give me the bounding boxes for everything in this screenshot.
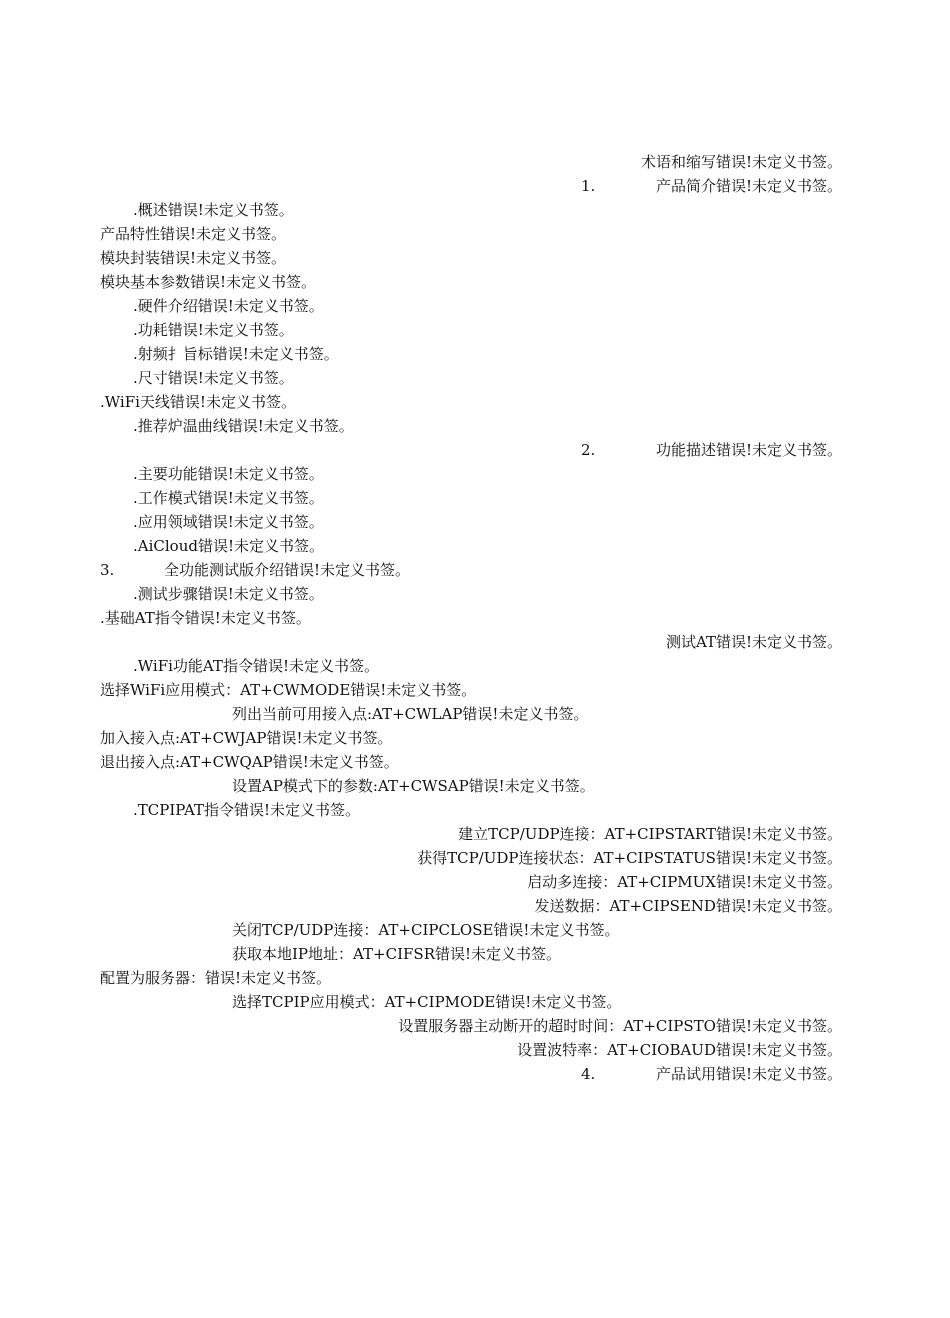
toc-item[interactable]: .推荐炉温曲线错误!未定义书签。 — [133, 417, 354, 435]
toc-item[interactable]: .基础AT指令错误!未定义书签。 — [100, 609, 311, 627]
toc-item[interactable]: .测试步骤错误!未定义书签。 — [133, 585, 324, 603]
toc-item[interactable]: 关闭TCP/UDP连接：AT+CIPCLOSE错误!未定义书签。 — [232, 921, 620, 939]
toc-item[interactable]: 测试AT错误!未定义书签。 — [665, 633, 842, 651]
toc-section-number: 3. — [100, 561, 115, 579]
toc-item[interactable]: .硬件介绍错误!未定义书签。 — [133, 297, 324, 315]
toc-section-title: 产品简介错误!未定义书签。 — [655, 177, 842, 195]
toc-section-title: 全功能测试版介绍错误!未定义书签。 — [164, 561, 411, 579]
toc-item[interactable]: 选择WiFi应用模式：AT+CWMODE错误!未定义书签。 — [100, 681, 477, 699]
toc-item[interactable]: 设置AP模式下的参数:AT+CWSAP错误!未定义书签。 — [232, 777, 595, 795]
toc-item[interactable]: .概述错误!未定义书签。 — [133, 201, 294, 219]
toc-item[interactable]: 退出接入点:AT+CWQAP错误!未定义书签。 — [100, 753, 399, 771]
toc-section-number: 2. — [581, 441, 596, 459]
toc-section-title: 功能描述错误!未定义书签。 — [655, 441, 842, 459]
toc-item[interactable]: 模块基本参数错误!未定义书签。 — [100, 273, 317, 291]
toc-item[interactable]: .尺寸错误!未定义书签。 — [133, 369, 294, 387]
toc-item[interactable]: .WiFi功能AT指令错误!未定义书签。 — [133, 657, 379, 675]
toc-item[interactable]: 加入接入点:AT+CWJAP错误!未定义书签。 — [100, 729, 393, 747]
toc-item[interactable]: 获取本地IP地址：AT+CIFSR错误!未定义书签。 — [232, 945, 562, 963]
toc-item[interactable]: .TCPIPAT指令错误!未定义书签。 — [133, 801, 361, 819]
toc-item[interactable]: 启动多连接：AT+CIPMUX错误!未定义书签。 — [527, 873, 842, 891]
toc-item[interactable]: .主要功能错误!未定义书签。 — [133, 465, 324, 483]
toc-section-3[interactable] — [100, 558, 842, 582]
toc-section-number: 4. — [581, 1065, 596, 1083]
toc-terms[interactable]: 术语和缩写错误!未定义书签。 — [640, 153, 842, 171]
toc-item[interactable]: .射频扌旨标错误!未定义书签。 — [133, 345, 339, 363]
toc-item[interactable]: 设置服务器主动断开的超时时间：AT+CIPSTO错误!未定义书签。 — [398, 1017, 842, 1035]
toc-item[interactable]: 配置为服务器：错误!未定义书签。 — [100, 969, 332, 987]
toc-section-2[interactable] — [100, 438, 842, 462]
toc-item[interactable]: 列出当前可用接入点:AT+CWLAP错误!未定义书签。 — [232, 705, 589, 723]
toc-item[interactable]: .AiCloud错误!未定义书签。 — [133, 537, 324, 555]
toc-item[interactable]: 获得TCP/UDP连接状态：AT+CIPSTATUS错误!未定义书签。 — [417, 849, 842, 867]
toc-section-4[interactable] — [100, 1062, 842, 1086]
toc-item[interactable]: 选择TCPIP应用模式：AT+CIPMODE错误!未定义书签。 — [232, 993, 622, 1011]
toc-item[interactable]: 发送数据：AT+CIPSEND错误!未定义书签。 — [534, 897, 842, 915]
toc-section-number: 1. — [581, 177, 596, 195]
toc-section-1[interactable] — [100, 174, 842, 198]
toc-item[interactable]: .应用领域错误!未定义书签。 — [133, 513, 324, 531]
toc-item[interactable]: 产品特性错误!未定义书签。 — [100, 225, 287, 243]
toc-item[interactable]: .WiFi天线错误!未定义书签。 — [100, 393, 296, 411]
toc-item[interactable]: 模块封装错误!未定义书签。 — [100, 249, 287, 267]
toc-item[interactable]: .功耗错误!未定义书签。 — [133, 321, 294, 339]
toc-item[interactable]: 建立TCP/UDP连接：AT+CIPSTART错误!未定义书签。 — [458, 825, 842, 843]
toc-section-title: 产品试用错误!未定义书签。 — [655, 1065, 842, 1083]
toc-item[interactable]: .工作模式错误!未定义书签。 — [133, 489, 324, 507]
toc-item[interactable]: 设置波特率：AT+CIOBAUD错误!未定义书签。 — [517, 1041, 842, 1059]
